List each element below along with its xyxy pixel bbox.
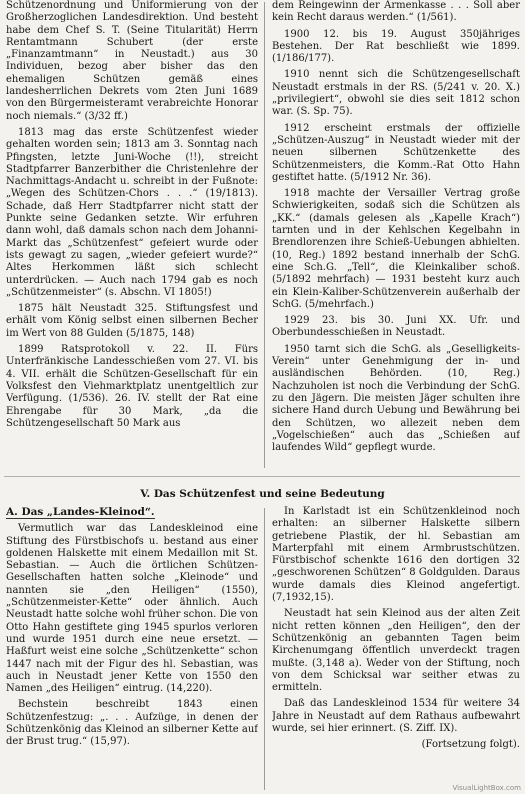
paragraph: Daß das Landeskleinod 1534 für weitere 34 Jahre in Neustadt auf dem Rathaus aufbewahrt wurde, sei hier erinnert. (S. Ziff. IX). [272,698,520,735]
paragraph: 1950 tarnt sich die SchG. als „Geselligkeits-Verein“ unter Genehmigung der in- und ausländischen Behörden. (10, Reg.) Nachzuholen ist noch die Verbindung der SchG. zu den Jägern. Die meisten Jäger schulten ihre sichere Hand durch Uebung und Bewährung bei den Schützen, wo allezeit neben dem „Vogelschießen“ auch das „Schießen auf laufendes Wild“ gepflegt wurde. [272,343,520,454]
paragraph: Vermutlich war das Landeskleinod eine Stiftung des Fürstbischofs u. bestand aus einer goldenen Halskette mit einem Medaillon mit St. Sebastian. — Auch die örtlichen Schützen-Gesellschaften hatten solche „Kleinode“ und nannten sie „den Heiligen“ (1550), „Schützenmeister-Kette“ oder ähnlich. Auch Neustadt hatte solche wohl früher schon. Die von Otto Hahn gestiftete ging 1945 spurlos verloren und wurde 1951 durch eine neue ersetzt. — Haßfurt weist eine solche „Schützenkette“ schon 1447 nach mit der Figur des hl. Sebastian, was auch in Neustadt jener Kette von 1550 den Namen „des Heiligen“ eintrug. (14,220). [6,523,258,695]
left-column-bottom [6,506,258,791]
paragraph: 1875 hält Neustadt 325. Stiftungsfest und erhält vom König selbst einen silbernen Becher im Wert von 88 Gulden (5/1875, 148) [6,303,258,339]
paragraph: dem Reingewinn der Armenkasse . . . Soll aber kein Recht daraus werden.“ (1/561). [272,0,520,24]
left-column-top [6,0,258,470]
paragraph: Bechstein beschreibt 1843 einen Schützenfestzug: „. . . Aufzüge, in denen der Schützenkönig das Kleinod an silberner Kette auf der Brust trug.“ (15,97). [6,699,258,748]
right-column-bottom [272,506,520,791]
right-column-top [272,0,520,470]
paragraph: 1918 machte der Versailler Vertrag große Schwierigkeiten, sodaß sich die Schützen als „KK.“ (damals gelesen als „Kapelle Krach“) tarnten und in der Kehlschen Kegelbahn in Brendlorenzen ihre Schieß-Uebungen abhielten. (10, Reg.) 1892 bestand innerhalb der SchG. eine Sch.G. „Tell“, die Kleinkaliber schoß. (5/1892 mehrfach) — 1931 besteht kurz auch ein Klein-Kaliber-Schützenverein außerhalb der SchG. (5/mehrfach.) [272,188,520,310]
paragraph: In Karlstadt ist ein Schützenkleinod noch erhalten: an silberner Halskette silbern getriebene Plastik, der hl. Sebastian am Marterpfahl mit einem Armbrustschützen. Fürstbischof schenkte 1616 den dortigen 32 „geschworenen Schützen“ 8 Goldgulden. Daraus wurde damals dies Kleinod angefertigt. (7,1932,15). [272,506,520,604]
paragraph: 1910 nennt sich die Schützengesellschaft Neustadt erstmals in der RS. (5/241 v. 20. X.) „privilegiert“, obwohl sie dies seit 1812 schon war. (S. Sp. 75). [272,69,520,118]
paragraph: 1813 mag das erste Schützenfest wieder gehalten worden sein; 1813 am 3. Sonntag nach Pfingsten, letzte Juni-Woche (!!), streicht Stadtpfarrer Banzerbither die Christenlehre der Nachmittags-Andacht u. schreibt in der Fußnote: „Wegen des Schützen-Chors . . .“ (19/1813). Schade, daß Herr Stadtpfarrer nicht statt der Punkte seine Gedanken setzte. Wir erfuhren dann wohl, daß damals schon nach dem Johanni-Markt das „Schützenfest“ gefeiert wurde oder ists gewagt zu sagen, „wieder gefeiert wurde?“ Altes Herkommen läßt sich schlecht unterdrücken. — Auch nach 1794 gab es noch „Schützenmeister“ (s. Abschn. VI 1805!) [6,126,258,298]
subsection-heading: A. Das „Landes-Kleinod“. [6,506,155,518]
paragraph: 1929 23. bis 30. Juni XX. Ufr. und Oberbundesschießen in Neustadt. [272,315,520,339]
column-divider [264,2,265,468]
paragraph: 1912 erscheint erstmals der offizielle „Schützen-Auszug“ in Neustadt wieder mit der neuen silbernen Schützenkette des Schützenmeisters, die Komm.-Rat Otto Hahn gestiftet hatte. (5/1912 Nr. 36). [272,122,520,183]
paragraph: 1900 12. bis 19. August 350jähriges Bestehen. Der Rat beschließt wie 1899. (1/186/177). [272,28,520,65]
section-divider [4,476,520,477]
watermark: VisualLightBox.com [452,784,521,792]
paragraph: Schützenordnung und Uniformierung von der Großherzoglichen Landesdirektion. Und besteht habe dem Chef S. T. (Seine Titularität) Herrn Rentamtmann Schubert (der erste „Finanzamtmann“ in Neustadt.) aus 30 Individuen, bezog aber bisher das den ehemaligen Schützen gemäß eines landesherrlichen Dekrets vom 2ten Juni 1689 von den Bürgermeisteramt verabreichte Honorar noch niemals.“ (3/32 ff.) [6,0,258,122]
section-heading: V. Das Schützenfest und seine Bedeutung [140,488,385,500]
paragraph: 1899 Ratsprotokoll v. 22. II. Fürs Unterfränkische Landesschießen vom 27. VI. bis 4. VII. erhält die Schützen-Gesellschaft für ein Volksfest den Viehmarktplatz unentgeltlich zur Verfügung. (1/536). 26. IV. stellt der Rat eine Ehrengabe für 30 Mark, „da die Schützengesellschaft 50 Mark aus [6,344,258,429]
column-divider [264,508,265,790]
paragraph: Neustadt hat sein Kleinod aus der alten Zeit nicht retten können „den Heiligen“, den der Schützenkönig an gebannten Tagen beim Kirchenumgang öffentlich unverdeckt tragen mußte. (3,148 a). Weder von der Stiftung, noch von dem Schicksal war seither etwas zu ermitteln. [272,608,520,694]
continued-note: (Fortsetzung folgt). [421,739,520,751]
